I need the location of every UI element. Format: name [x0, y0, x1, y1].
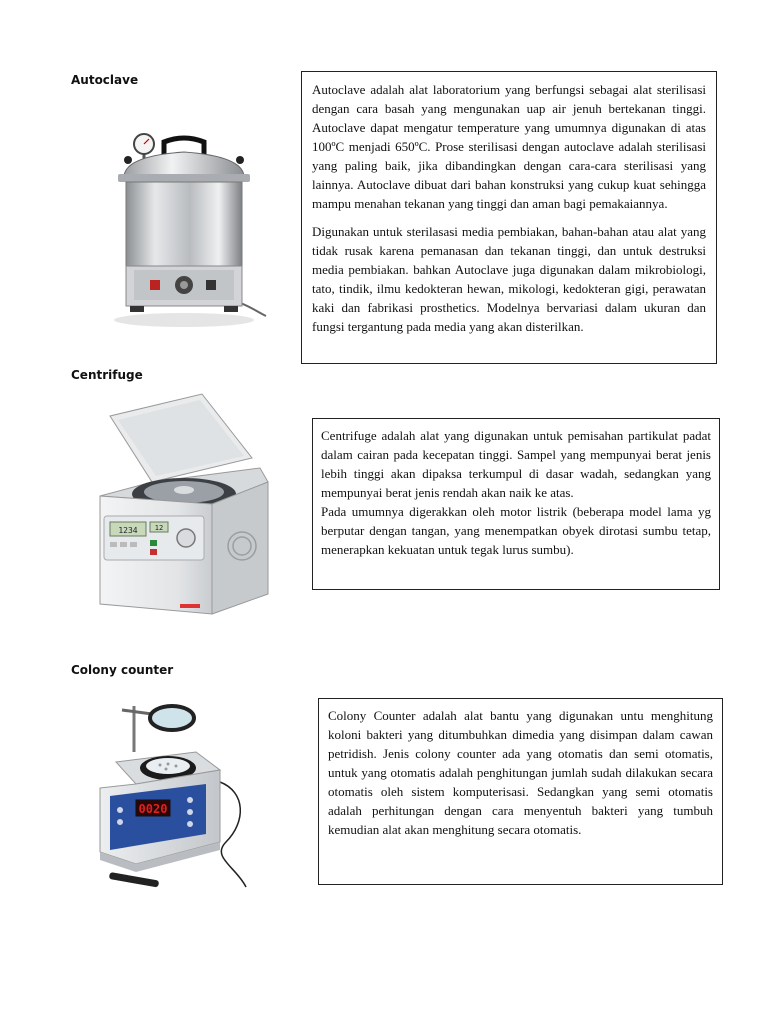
colony-counter-image — [96, 692, 261, 907]
section-heading-colony-counter: Colony counter — [71, 663, 174, 677]
centrifuge-description-box — [312, 418, 720, 590]
section-heading-autoclave: Autoclave — [71, 73, 139, 87]
section-heading-centrifuge: Centrifuge — [71, 368, 143, 382]
colony-counter-paragraph-1: Colony Counter adalah alat bantu yang digunakan untu menghitung koloni bakteri yang ditumbuhkan dimedia yang disimpan dalam cawan petridish. Jenis colony counter ada yang otomatis dan semi otomatis, untuk yang otomatis adalah penghitungan jumlah sudah dilakukan secara otomatis oleh sistem komputerisasi. Sedangkan yang semi otomatis adalah perhitungan dengan cara menyentuh bakteri yang tumbuh kemudian alat akan menghitung secara otomatis. — [328, 708, 713, 837]
autoclave-paragraph-1: Autoclave adalah alat laboratorium yang berfungsi sebagai alat sterilisasi dengan cara basah yang mengunakan uap air jenuh bertekanan tinggi. Autoclave dapat mengatur temperature yang umumnya digunakan di atas 100ºC menjadi 650ºC. Prose sterilisasi dengan autoclave adalah sterilisasi yang paling baik, jika dibandingkan dengan cara-cara sterilisasi yang lainnya. Autoclave dibuat dari bahan konstruksi yang cukup kuat sehingga mampu menahan tekanan yang tinggi dan aman bagi pemakaiannya. — [312, 82, 706, 211]
centrifuge-paragraph-1: Centrifuge adalah alat yang digunakan untuk pemisahan partikulat padat dalam cairan pada kecepatan tinggi. Sampel yang mempunyai berat jenis lebih tinggi akan dipaksa terkumpul di dasar wadah, sedangkan yang mempunyai berat jenis rendah akan naik ke atas. — [321, 428, 711, 500]
autoclave-paragraph-2: Digunakan untuk sterilasasi media pembiakan, bahan-bahan atau alat yang tidak rusak karena pemanasan dan tekanan tinggi, dan untuk destruksi media pembiakan. bahkan Autoclave juga digunakan dalam mikrobiologi, tato, tindik, ilmu kedokteran hewan, mikologi, kedokteran gigi, perawatan kaki dan fabrikasi prosthetics. Modelnya bervariasi dalam ukuran dan fungsi tergantung pada media yang akan disterilkan. — [312, 224, 706, 334]
autoclave-image — [104, 120, 269, 330]
centrifuge-display-text: 1234 — [118, 526, 138, 535]
colony-counter-display-text: 0020 — [138, 802, 168, 816]
autoclave-description-box — [301, 71, 717, 364]
centrifuge-image — [92, 386, 277, 621]
colony-counter-description-box — [318, 698, 723, 885]
centrifuge-display-text-2: 12 — [154, 524, 164, 532]
centrifuge-paragraph-2: Pada umumnya digerakkan oleh motor listrik (beberapa model lama yg berputar dengan tangan, yang menempatkan obyek dirotasi sumbu tetap, menerapkan kekuatan untuk tegak lurus sumbu). — [321, 504, 711, 557]
